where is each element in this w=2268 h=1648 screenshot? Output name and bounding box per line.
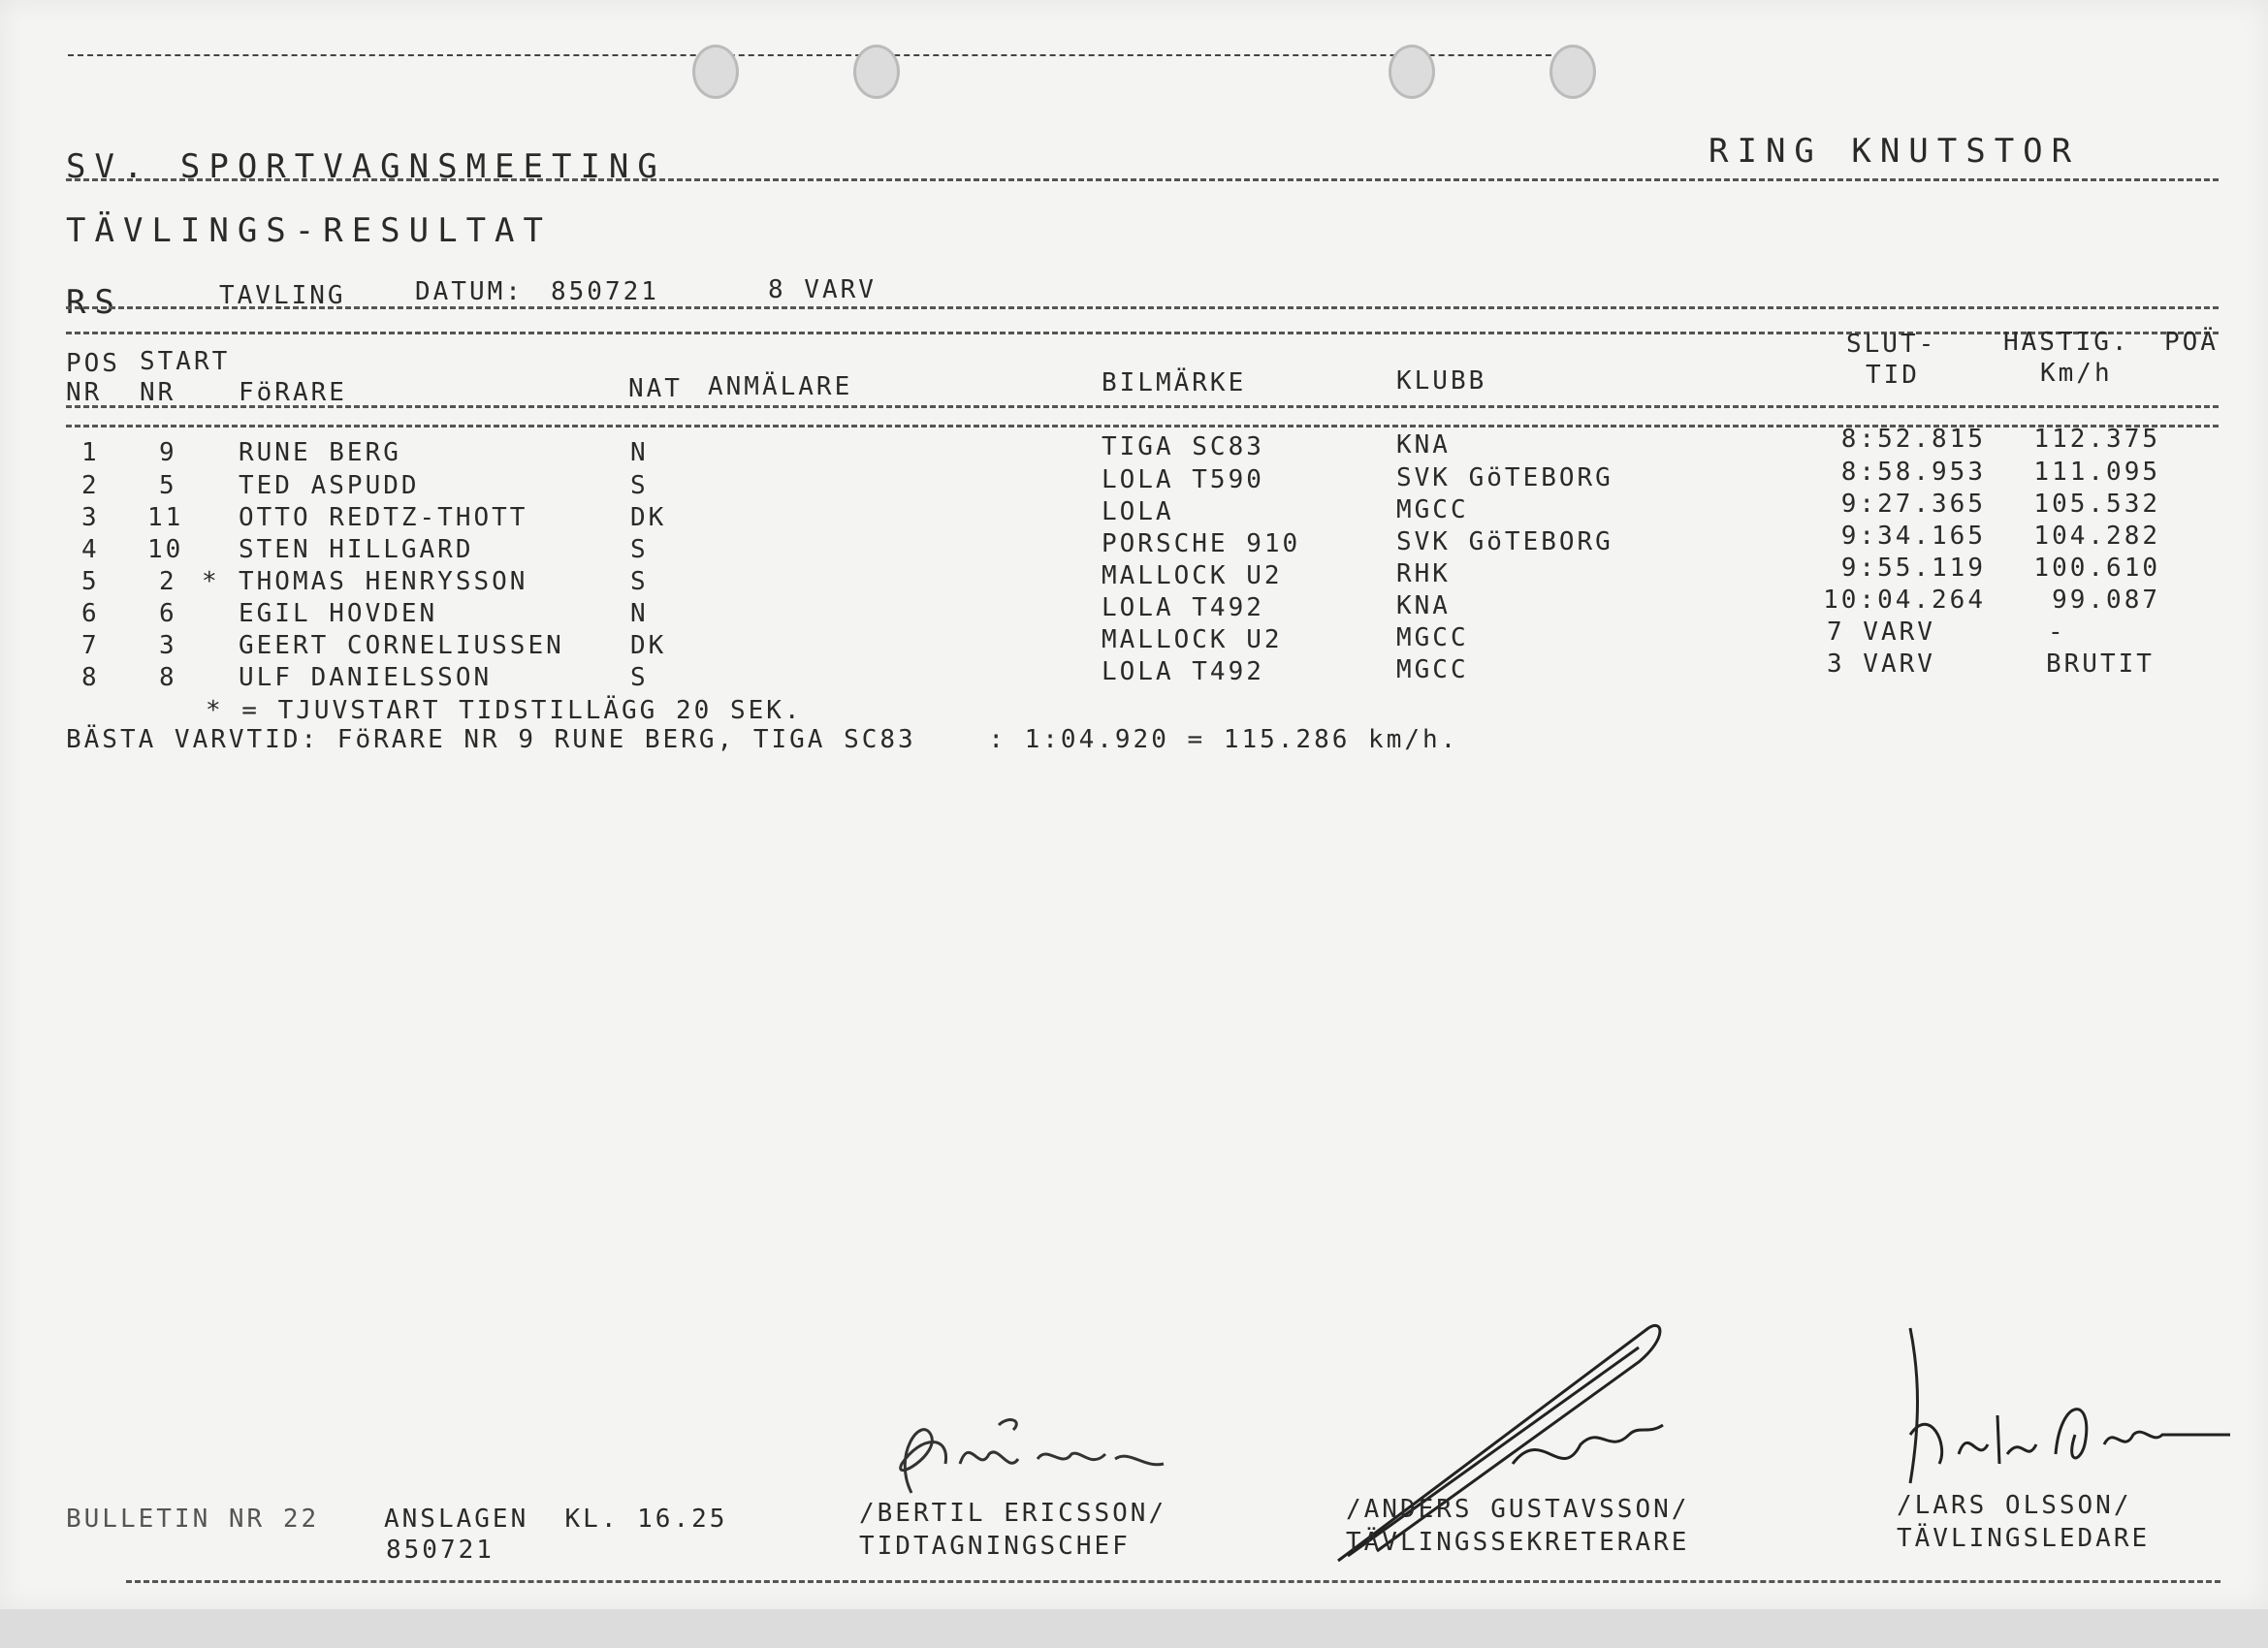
start-number-cell: 10 (147, 535, 184, 564)
col-points-header: POÄ (2164, 328, 2219, 357)
driver-cell: STEN HILLGARD (239, 535, 474, 564)
speed-cell: 99.087 (2052, 586, 2160, 615)
speed-cell: 111.095 (2033, 458, 2160, 487)
car-cell: LOLA (1102, 497, 1174, 526)
datum-label: DATUM: (415, 277, 524, 306)
finish-time-cell: 9:27.365 (1840, 490, 1986, 519)
col-entrant-header: ANMÄLARE (708, 372, 853, 401)
position-cell: 7 (81, 631, 100, 660)
start-number-cell: 8 (159, 663, 177, 692)
car-cell: PORSCHE 910 (1102, 529, 1301, 558)
col-car-header: BILMÄRKE (1102, 368, 1247, 397)
club-cell: RHK (1396, 559, 1451, 588)
speed-cell: BRUTIT (2046, 650, 2155, 679)
signatory-name: /BERTIL ERICSSON/ (859, 1499, 1167, 1528)
signatory-role: TÄVLINGSLEDARE (1897, 1524, 2151, 1553)
signatory-name: /ANDERS GUSTAVSSON/ (1346, 1495, 1690, 1524)
nationality-cell: S (630, 535, 649, 564)
signature-ericsson (853, 1377, 1173, 1512)
driver-cell: EGIL HOVDEN (239, 599, 438, 628)
club-cell: KNA (1396, 591, 1451, 620)
car-cell: LOLA T492 (1102, 657, 1264, 686)
finish-time-cell: 9:55.119 (1840, 554, 1986, 583)
footnote: * = TJUVSTART TIDSTILLÄGG 20 SEK. (206, 696, 803, 725)
position-cell: 6 (81, 599, 100, 628)
header-divider (66, 405, 2219, 408)
laps-count: 8 VARV (768, 275, 877, 304)
punch-hole (853, 45, 900, 99)
punch-hole (692, 45, 739, 99)
driver-cell: OTTO REDTZ-THOTT (239, 503, 528, 532)
club-cell: MGCC (1396, 655, 1469, 684)
col-start-header: NR (140, 378, 176, 407)
top-edge-rule (68, 54, 1581, 56)
start-number-cell: 2 (159, 567, 177, 596)
position-cell: 2 (81, 471, 100, 500)
car-cell: TIGA SC83 (1102, 432, 1264, 461)
speed-cell: - (2048, 618, 2066, 647)
car-cell: MALLOCK U2 (1102, 561, 1283, 590)
col-start-header: START (140, 347, 231, 376)
car-cell: MALLOCK U2 (1102, 625, 1283, 654)
col-time-header: SLUT- (1846, 330, 1937, 359)
table-row (0, 650, 2268, 695)
speed-cell: 105.532 (2033, 490, 2160, 519)
posted-date: 850721 (386, 1536, 495, 1565)
position-cell: 3 (81, 503, 100, 532)
driver-cell: RUNE BERG (239, 438, 401, 467)
nationality-cell: DK (630, 631, 667, 660)
driver-cell: THOMAS HENRYSSON (239, 567, 528, 596)
signatory-role: TIDTAGNINGSCHEF (859, 1532, 1131, 1561)
col-pos-header: POS (66, 349, 120, 378)
tavling-label: TAVLING (219, 281, 346, 310)
driver-cell: GEERT CORNELIUSSEN (239, 631, 564, 660)
col-pos-header: NR (66, 378, 103, 407)
club-cell: SVK GöTEBORG (1396, 463, 1613, 492)
signatory-role: TÄVLINGSSEKRETERARE (1346, 1528, 1690, 1557)
event-title: SV. SPORTVAGNSMEETING (66, 147, 666, 186)
start-number-cell: 9 (159, 438, 177, 467)
speed-cell: 112.375 (2033, 425, 2160, 454)
datum-value: 850721 (551, 277, 659, 306)
nationality-cell: DK (630, 503, 667, 532)
speed-cell: 100.610 (2033, 554, 2160, 583)
finish-time-cell: 10:04.264 (1823, 586, 1986, 615)
finish-time-cell: 7 VARV (1827, 618, 1935, 647)
start-number-cell: 5 (159, 471, 177, 500)
club-cell: KNA (1396, 430, 1451, 460)
signatory-name: /LARS OLSSON/ (1897, 1491, 2132, 1520)
class-code: RS (66, 283, 123, 322)
nationality-cell: S (630, 471, 649, 500)
position-cell: 8 (81, 663, 100, 692)
speed-cell: 104.282 (2033, 522, 2160, 551)
jump-start-mark: * (202, 567, 220, 596)
bulletin-number: BULLETIN NR 22 (66, 1505, 320, 1534)
document-title: TÄVLINGS-RESULTAT (66, 211, 552, 250)
punch-hole (1389, 45, 1435, 99)
posted-time: ANSLAGEN KL. 16.25 (384, 1505, 728, 1534)
position-cell: 5 (81, 567, 100, 596)
position-cell: 1 (81, 438, 100, 467)
nationality-cell: S (630, 567, 649, 596)
finish-time-cell: 8:58.953 (1840, 458, 1986, 487)
nationality-cell: N (630, 599, 649, 628)
col-club-header: KLUBB (1396, 366, 1487, 396)
car-cell: LOLA T492 (1102, 593, 1264, 622)
best-lap-line: BÄSTA VARVTID: FöRARE NR 9 RUNE BERG, TIGA SC83 : 1:04.920 = 115.286 km/h. (66, 725, 1459, 754)
col-time-header: TID (1866, 361, 1920, 390)
punch-hole (1549, 45, 1596, 99)
nationality-cell: N (630, 438, 649, 467)
club-cell: MGCC (1396, 623, 1469, 652)
start-number-cell: 3 (159, 631, 177, 660)
finish-time-cell: 9:34.165 (1840, 522, 1986, 551)
driver-cell: ULF DANIELSSON (239, 663, 493, 692)
col-speed-header: Km/h (2040, 359, 2113, 388)
header-divider (66, 178, 2219, 181)
col-driver-header: FöRARE (239, 378, 347, 407)
nationality-cell: S (630, 663, 649, 692)
driver-cell: TED ASPUDD (239, 471, 420, 500)
venue-title: RING KNUTSTOR (1709, 132, 2081, 171)
col-nat-header: NAT (628, 374, 683, 403)
col-speed-header: HASTIG. (2003, 328, 2130, 357)
finish-time-cell: 3 VARV (1827, 650, 1935, 679)
start-number-cell: 11 (147, 503, 184, 532)
club-cell: SVK GöTEBORG (1396, 527, 1613, 556)
header-divider (66, 306, 2219, 309)
start-number-cell: 6 (159, 599, 177, 628)
club-cell: MGCC (1396, 495, 1469, 524)
car-cell: LOLA T590 (1102, 465, 1264, 494)
finish-time-cell: 8:52.815 (1840, 425, 1986, 454)
position-cell: 4 (81, 535, 100, 564)
signature-olsson (1891, 1318, 2240, 1493)
footer-divider (126, 1580, 2220, 1583)
